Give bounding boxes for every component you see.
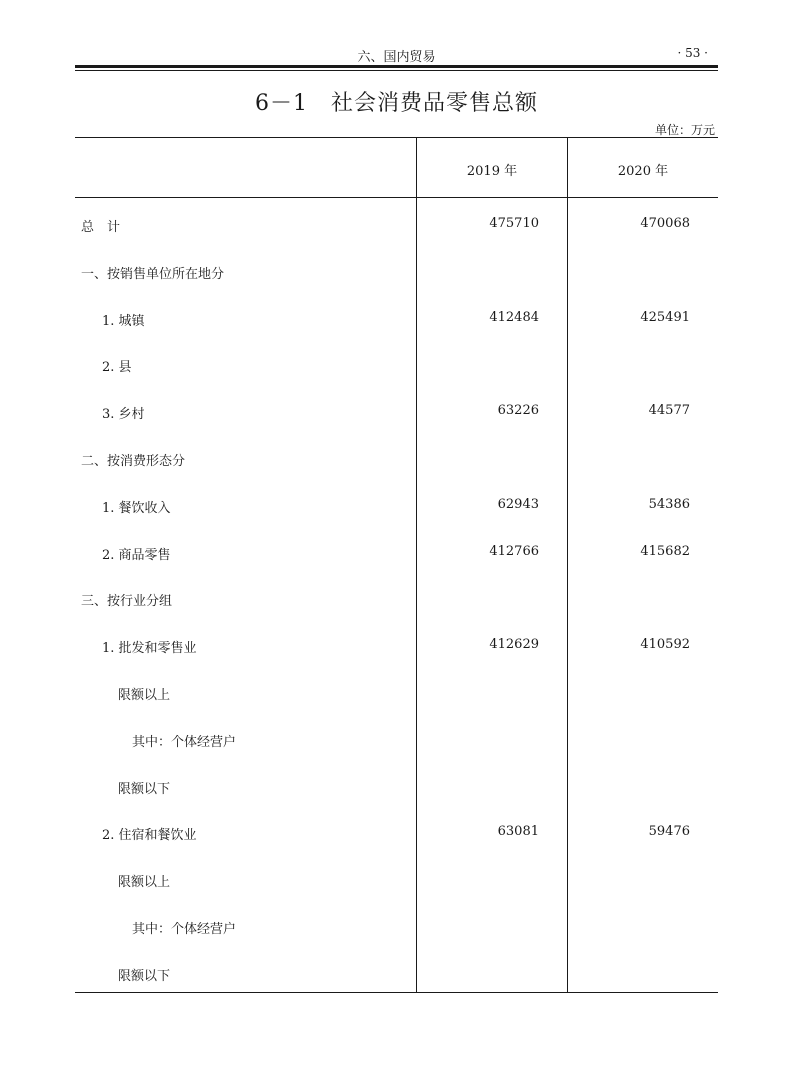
value-2019: 62943 <box>497 496 539 512</box>
row-label: 其中：个体经营户 <box>132 734 237 750</box>
header-rule-thin <box>75 70 718 71</box>
value-2020: 410592 <box>640 637 690 653</box>
column-header-2020: 2020 年 <box>617 164 669 179</box>
row-label: 限额以下 <box>118 968 171 984</box>
table-row <box>75 621 718 668</box>
table-row <box>75 668 718 715</box>
value-2020: 59476 <box>648 824 690 840</box>
table-row <box>75 340 718 387</box>
table-row <box>75 715 718 762</box>
row-label: 其中：个体经营户 <box>132 921 237 937</box>
row-label: 限额以下 <box>118 781 171 797</box>
table-row <box>75 200 718 247</box>
row-label: 1. 批发和零售业 <box>102 641 197 657</box>
row-label: 1. 城镇 <box>102 313 145 329</box>
row-label: 三、按行业分组 <box>81 594 173 610</box>
row-label: 限额以上 <box>118 687 171 703</box>
value-2020: 44577 <box>648 403 690 419</box>
table-header-rule <box>75 197 718 198</box>
table-row <box>75 808 718 855</box>
table-row <box>75 855 718 902</box>
row-label: 3. 乡村 <box>102 407 145 423</box>
table-row <box>75 762 718 809</box>
value-2020: 470068 <box>640 216 690 231</box>
value-2019: 412766 <box>489 543 539 559</box>
row-label: 2. 住宿和餐饮业 <box>102 828 197 844</box>
row-label: 限额以上 <box>118 875 171 891</box>
table-row <box>75 481 718 528</box>
table-row <box>75 387 718 434</box>
running-head <box>75 46 718 64</box>
table-row <box>75 434 718 481</box>
table-row <box>75 247 718 294</box>
value-2019: 412484 <box>489 309 539 325</box>
value-2019: 412629 <box>489 637 539 653</box>
section-title: 六、国内贸易 <box>357 50 436 65</box>
header-rule-thick <box>75 65 718 68</box>
page-number: · 53 · <box>677 46 708 60</box>
table-body <box>75 200 718 996</box>
row-label: 总 计 <box>81 220 121 235</box>
table-row <box>75 528 718 575</box>
row-label: 1. 餐饮收入 <box>102 500 171 516</box>
value-2019: 63081 <box>497 824 539 840</box>
row-label: 二、按消费形态分 <box>81 453 186 469</box>
value-2020: 425491 <box>640 309 690 325</box>
row-label: 2. 商品零售 <box>102 547 171 563</box>
row-label: 一、按销售单位所在地分 <box>81 266 225 282</box>
table-row <box>75 949 718 996</box>
column-header-2019: 2019 年 <box>466 164 518 179</box>
value-2019: 475710 <box>489 216 539 231</box>
table-row <box>75 574 718 621</box>
value-2020: 54386 <box>648 496 690 512</box>
row-label: 2. 县 <box>102 360 132 376</box>
unit-label: 单位：万元 <box>654 123 715 137</box>
table-title: 6－1 社会消费品零售总额 <box>255 91 538 116</box>
table-row <box>75 902 718 949</box>
value-2019: 63226 <box>497 403 539 419</box>
table-top-rule <box>75 137 718 138</box>
value-2020: 415682 <box>640 543 690 559</box>
table-row <box>75 294 718 341</box>
